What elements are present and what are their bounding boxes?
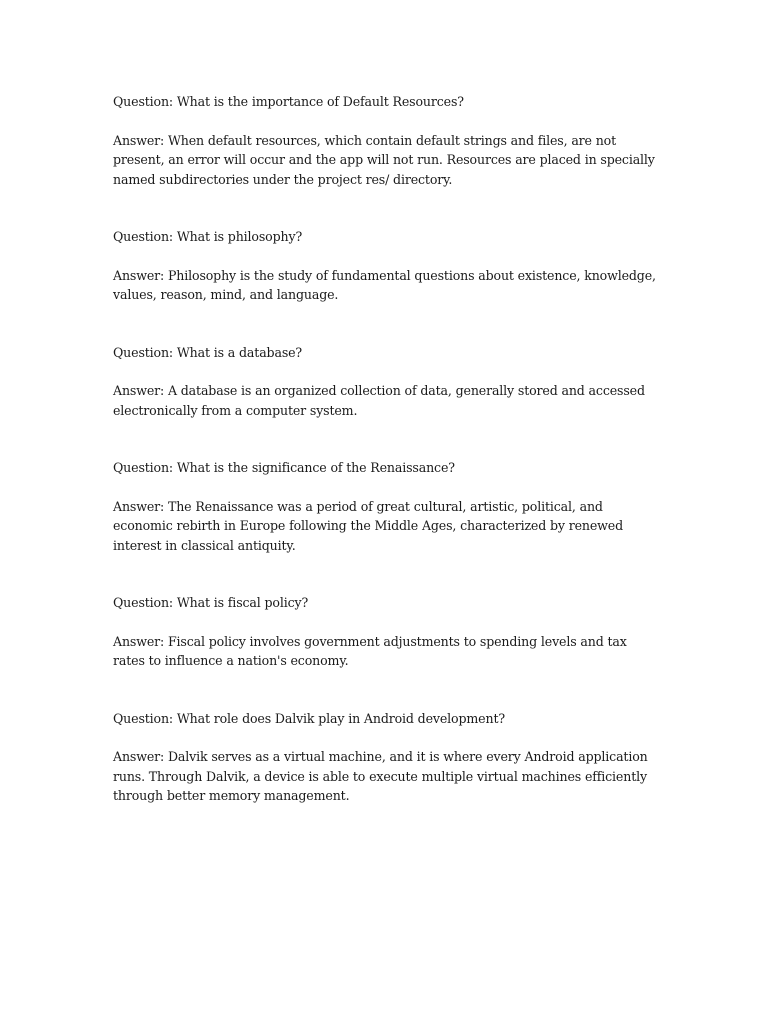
- question-text: Question: What is fiscal policy?: [113, 595, 309, 610]
- document-page: [113, 92, 658, 806]
- answer-text: Answer: A database is an organized collection of data, generally stored and accessed electronically from a computer system.: [113, 383, 645, 418]
- answer-text: Answer: Fiscal policy involves government adjustments to spending levels and tax rates to influence a nation's economy.: [113, 633, 627, 668]
- qa-entry: [113, 92, 658, 189]
- qa-entry: [113, 343, 658, 421]
- answer-text: Answer: When default resources, which contain default strings and files, are not present, an error will occur and the app will not run. Resources are placed in specially named subdirectories under the project res/ directory.: [113, 132, 655, 187]
- question-text: Question: What is the importance of Default Resources?: [113, 94, 464, 109]
- question-text: Question: What is philosophy?: [113, 229, 303, 244]
- qa-entry: [113, 593, 658, 671]
- question-text: Question: What is a database?: [113, 344, 303, 360]
- qa-entry: [113, 227, 658, 305]
- answer-text: Answer: Dalvik serves as a virtual machine, and it is where every Android application runs. Through Dalvik, a device is able to execute multiple virtual machines efficiently through better memory management.: [113, 749, 648, 803]
- question-text: Question: What role does Dalvik play in Android development?: [113, 710, 505, 726]
- qa-entry: [113, 709, 658, 806]
- question-text: Question: What is the significance of the Renaissance?: [113, 460, 455, 475]
- answer-text: Answer: The Renaissance was a period of great cultural, artistic, political, and economic rebirth in Europe following the Middle Ages, characterized by renewed interest in classical antiquity.: [113, 498, 624, 553]
- answer-text: Answer: Philosophy is the study of fundamental questions about existence, knowledge, values, reason, mind, and language.: [113, 267, 656, 302]
- qa-entry: [113, 458, 658, 555]
